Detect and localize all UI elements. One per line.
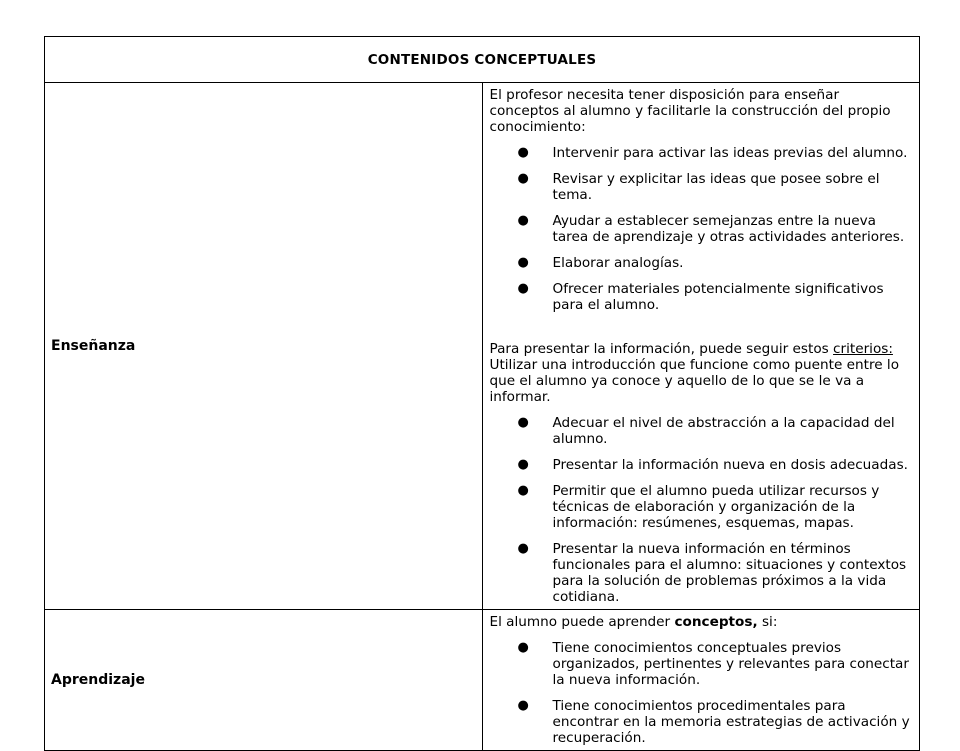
content-ensenanza xyxy=(482,83,920,610)
bullet-icon: ● xyxy=(517,541,529,556)
bullet-icon: ● xyxy=(517,171,529,186)
ensenanza-criterios-paragraph xyxy=(490,341,912,405)
list-item-text: Presentar la información nueva en dosis adecuadas. xyxy=(552,457,908,473)
list-item xyxy=(490,541,912,605)
list-item-text: Presentar la nueva información en términos funcionales para el alumno: situaciones y contextos para la solución de problemas próximos a la vida cotidiana. xyxy=(552,541,907,605)
list-item xyxy=(490,213,912,245)
bullet-icon: ● xyxy=(517,483,529,498)
bullet-icon: ● xyxy=(517,640,529,655)
row-ensenanza xyxy=(45,83,920,610)
list-item-text: Elaborar analogías. xyxy=(552,255,684,271)
criterios-text-post: Utilizar una introducción que funcione como puente entre lo que el alumno ya conoce y aquello de lo que se le va a informar. xyxy=(489,357,900,405)
aprendizaje-intro-bold: conceptos, xyxy=(674,614,758,630)
aprendizaje-bullets xyxy=(490,640,912,746)
bullet-icon: ● xyxy=(517,698,529,713)
criterios-text-pre: Para presentar la información, puede seguir estos xyxy=(489,341,834,357)
aprendizaje-intro xyxy=(490,614,912,630)
list-item xyxy=(490,281,912,313)
list-item xyxy=(490,415,912,447)
aprendizaje-intro-post: si: xyxy=(757,614,778,630)
list-item-text: Revisar y explicitar las ideas que posee sobre el tema. xyxy=(552,171,880,203)
list-item xyxy=(490,145,912,161)
bullet-icon: ● xyxy=(517,415,529,430)
list-item-text: Intervenir para activar las ideas previas del alumno. xyxy=(552,145,908,161)
list-item-text: Adecuar el nivel de abstracción a la capacidad del alumno. xyxy=(552,415,895,447)
contenidos-table xyxy=(44,36,920,751)
ensenanza-intro: El profesor necesita tener disposición para enseñar conceptos al alumno y facilitarle la construcción del propio conocimiento: xyxy=(489,87,891,135)
ensenanza-bullets-2 xyxy=(490,415,912,605)
bullet-icon: ● xyxy=(517,281,529,296)
ensenanza-bullets-1 xyxy=(490,145,912,313)
label-aprendizaje: Aprendizaje xyxy=(45,610,483,751)
criterios-underlined: criterios: xyxy=(833,341,893,357)
list-item-text: Ayudar a establecer semejanzas entre la nueva tarea de aprendizaje y otras actividades anteriores. xyxy=(552,213,905,245)
table-title: CONTENIDOS CONCEPTUALES xyxy=(45,37,920,83)
list-item-text: Tiene conocimientos conceptuales previos organizados, pertinentes y relevantes para conectar la nueva información. xyxy=(552,640,909,688)
bullet-icon: ● xyxy=(517,145,529,160)
list-item xyxy=(490,255,912,271)
list-item-text: Tiene conocimientos procedimentales para encontrar en la memoria estrategias de activación y recuperación. xyxy=(552,698,910,746)
list-item-text: Ofrecer materiales potencialmente significativos para el alumno. xyxy=(552,281,884,313)
list-item xyxy=(490,640,912,688)
aprendizaje-intro-pre: El alumno puede aprender xyxy=(489,614,675,630)
list-item xyxy=(490,171,912,203)
content-aprendizaje xyxy=(482,610,920,751)
list-item xyxy=(490,483,912,531)
title-row xyxy=(45,37,920,83)
bullet-icon: ● xyxy=(517,457,529,472)
list-item-text: Permitir que el alumno pueda utilizar recursos y técnicas de elaboración y organización de la información: resúmenes, esquemas, mapas. xyxy=(552,483,880,531)
list-item xyxy=(490,698,912,746)
row-aprendizaje xyxy=(45,610,920,751)
list-item xyxy=(490,457,912,473)
label-ensenanza: Enseñanza xyxy=(45,83,483,610)
bullet-icon: ● xyxy=(517,213,529,228)
bullet-icon: ● xyxy=(517,255,529,270)
